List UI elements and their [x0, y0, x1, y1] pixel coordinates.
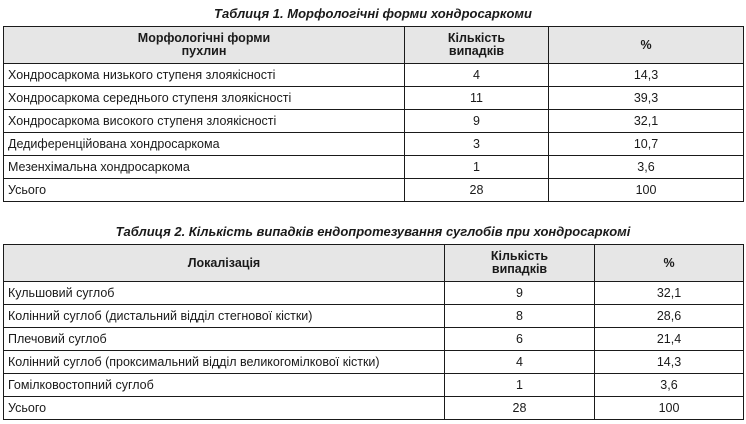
row-percent: 32,1 — [549, 110, 744, 133]
table-row — [4, 282, 744, 305]
table-row — [4, 305, 744, 328]
header-morphology-line1: Морфологічні форми — [137, 31, 271, 45]
row-percent: 39,3 — [549, 87, 744, 110]
total-percent: 100 — [595, 397, 744, 420]
row-percent: 21,4 — [595, 328, 744, 351]
header-morphology-line2: пухлин — [181, 44, 227, 58]
row-percent: 14,3 — [549, 64, 744, 87]
table-row — [4, 328, 744, 351]
table-header-row — [4, 245, 744, 282]
row-count: 9 — [405, 110, 549, 133]
row-count: 1 — [405, 156, 549, 179]
row-label: Плечовий суглоб — [4, 328, 445, 351]
table-row — [4, 110, 744, 133]
morphology-table — [3, 26, 744, 202]
total-row — [4, 179, 744, 202]
row-percent: 3,6 — [549, 156, 744, 179]
table-row — [4, 156, 744, 179]
row-label: Дедиференційована хондросаркома — [4, 133, 405, 156]
row-count: 9 — [445, 282, 595, 305]
row-count: 3 — [405, 133, 549, 156]
row-label: Мезенхімальна хондросаркома — [4, 156, 405, 179]
header-count — [405, 27, 549, 64]
row-percent: 14,3 — [595, 351, 744, 374]
row-label: Колінний суглоб (дистальний відділ стегнової кістки) — [4, 305, 445, 328]
endoprosthesis-table — [3, 244, 744, 420]
row-percent: 32,1 — [595, 282, 744, 305]
row-count: 11 — [405, 87, 549, 110]
table-row — [4, 64, 744, 87]
header-percent: % — [595, 245, 744, 282]
header-morphology — [4, 27, 405, 64]
row-percent: 3,6 — [595, 374, 744, 397]
row-count: 4 — [445, 351, 595, 374]
table2-caption: Таблиця 2. Кількість випадків ендопротезування суглобів при хондросаркомі — [115, 224, 631, 239]
row-count: 8 — [445, 305, 595, 328]
table-row — [4, 351, 744, 374]
total-label: Усього — [4, 397, 445, 420]
table-row — [4, 87, 744, 110]
row-label: Колінний суглоб (проксимальний відділ великогомілкової кістки) — [4, 351, 445, 374]
header-percent: % — [549, 27, 744, 64]
row-label: Кульшовий суглоб — [4, 282, 445, 305]
header-count-line1: Кількість — [447, 31, 506, 45]
row-count: 6 — [445, 328, 595, 351]
total-count: 28 — [405, 179, 549, 202]
row-label: Хондросаркома середнього ступеня злоякісності — [4, 87, 405, 110]
total-count: 28 — [445, 397, 595, 420]
table-row — [4, 374, 744, 397]
header-count-line2: випадків — [491, 262, 548, 276]
row-label: Хондросаркома високого ступеня злоякісності — [4, 110, 405, 133]
table-header-row — [4, 27, 744, 64]
total-label: Усього — [4, 179, 405, 202]
header-count-line1: Кількість — [490, 249, 549, 263]
table1-caption: Таблиця 1. Морфологічні форми хондросаркоми — [214, 6, 532, 21]
row-percent: 28,6 — [595, 305, 744, 328]
header-count-line2: випадків — [448, 44, 505, 58]
row-count: 4 — [405, 64, 549, 87]
header-localization: Локалізація — [4, 245, 445, 282]
row-label: Гомілковостопний суглоб — [4, 374, 445, 397]
row-count: 1 — [445, 374, 595, 397]
row-percent: 10,7 — [549, 133, 744, 156]
total-row — [4, 397, 744, 420]
row-label: Хондросаркома низького ступеня злоякісності — [4, 64, 405, 87]
table-row — [4, 133, 744, 156]
header-count — [445, 245, 595, 282]
total-percent: 100 — [549, 179, 744, 202]
